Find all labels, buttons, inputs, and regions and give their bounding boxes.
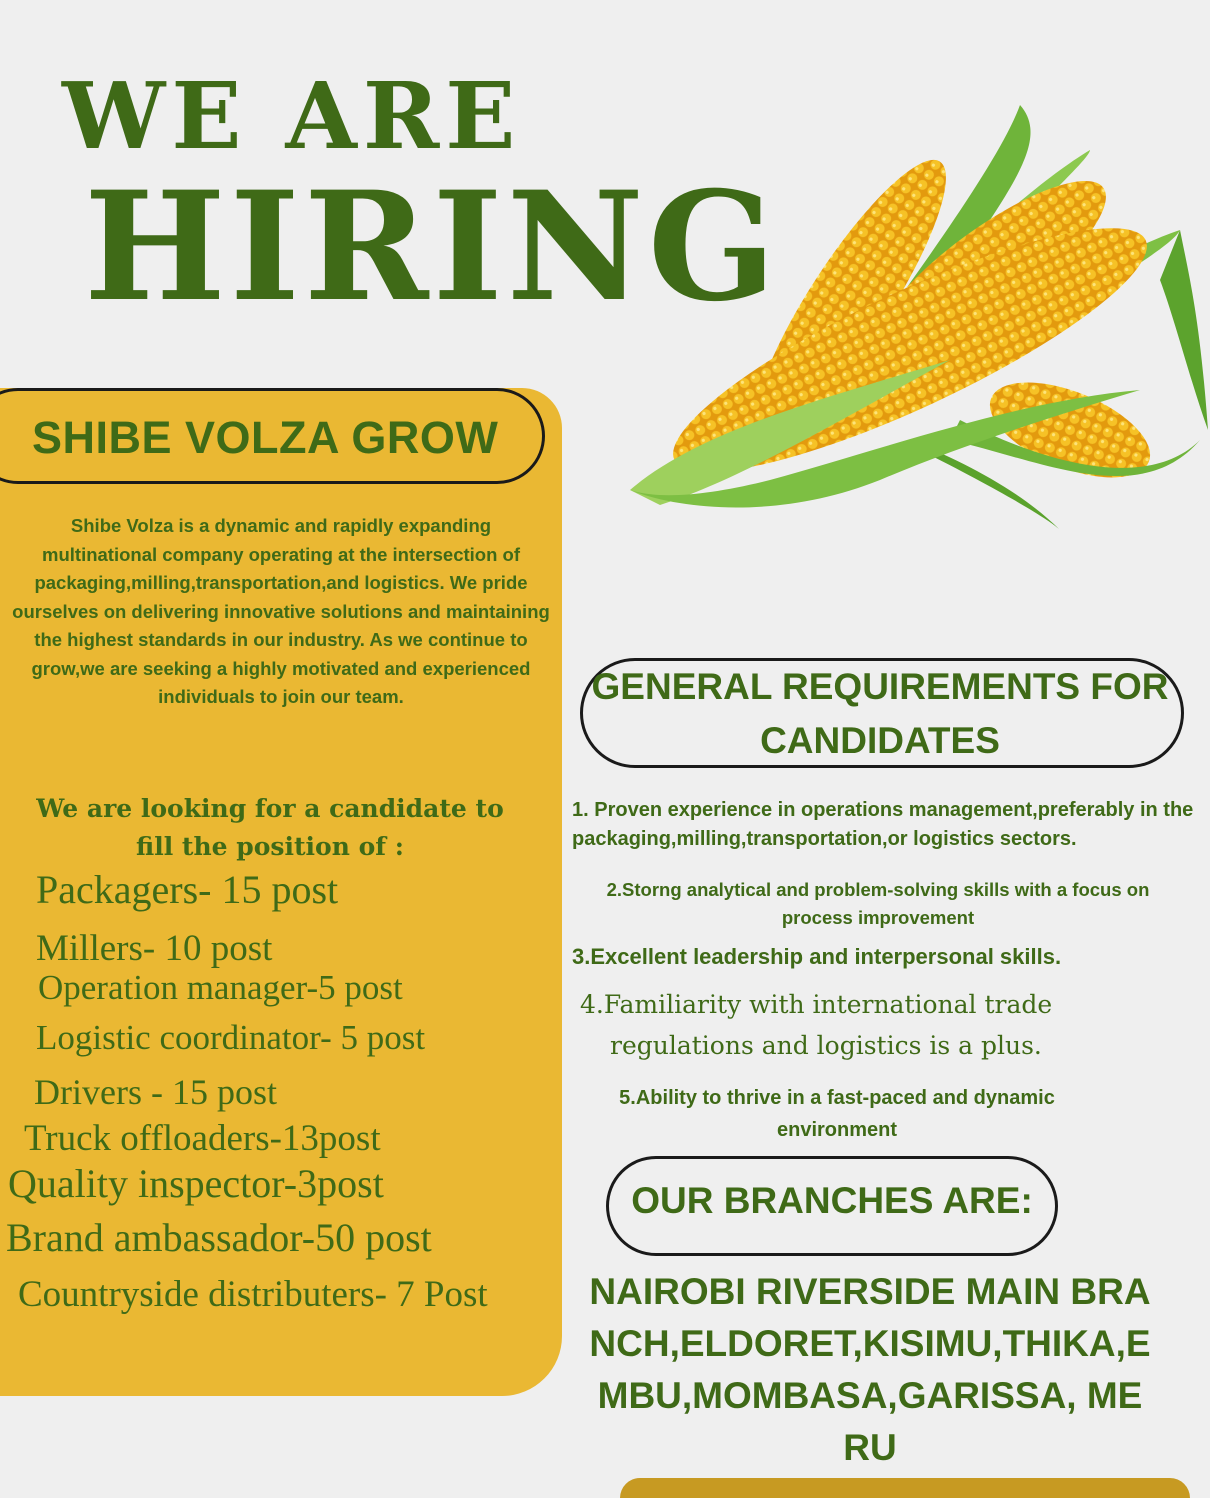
requirement-item: 5.Ability to thrive in a fast-paced and dynamic environment <box>619 1087 1055 1141</box>
requirement-item: 1. Proven experience in operations management,preferably in the packaging,milling,transportation,or logistics sectors. <box>572 799 1194 850</box>
company-name: SHIBE VOLZA GROW <box>32 412 499 463</box>
position-item: Packagers- 15 post <box>36 867 339 912</box>
position-item: Countryside distributers- 7 Post <box>18 1274 488 1315</box>
position-item: Truck offloaders-13post <box>24 1118 381 1159</box>
positions-intro: We are looking for a candidate to fill the position of : <box>36 794 504 861</box>
position-item: Drivers - 15 post <box>34 1072 277 1112</box>
bottom-decoration-bar <box>620 1478 1190 1498</box>
company-description: Shibe Volza is a dynamic and rapidly expanding multinational company operating at the intersection of packaging,milling,transportation,and logistics. We pride ourselves on delivering innovative solutions and maintaining the highest standards in our industry. As we continue to grow,we are seeking a highly motivated and experienced individuals to join our team. <box>12 515 550 707</box>
position-item: Operation manager-5 post <box>38 968 403 1007</box>
requirement-item: 2.Storng analytical and problem-solving skills with a focus on process improvement <box>606 879 1150 928</box>
branches-title: OUR BRANCHES ARE: <box>631 1180 1033 1221</box>
position-item: Brand ambassador-50 post <box>6 1215 432 1260</box>
position-item: Logistic coordinator- 5 post <box>36 1018 426 1057</box>
branches-list: NAIROBI RIVERSIDE MAIN BRANCH,ELDORET,KISIMU,THIKA,EMBU,MOMBASA,GARISSA, MERU <box>589 1271 1151 1468</box>
headline-we-are: WE ARE <box>62 62 522 170</box>
position-item: Quality inspector-3post <box>8 1161 384 1206</box>
headline-hiring: HIRING <box>84 159 780 335</box>
requirement-item: 4.Familiarity with international trade regulations and logistics is a plus. <box>580 990 1053 1060</box>
requirements-title: GENERAL REQUIREMENTS FOR CANDIDATES <box>591 666 1169 761</box>
corn-illustration-icon <box>620 100 1210 540</box>
requirement-item: 3.Excellent leadership and interpersonal skills. <box>572 944 1062 969</box>
position-item: Millers- 10 post <box>36 928 273 969</box>
